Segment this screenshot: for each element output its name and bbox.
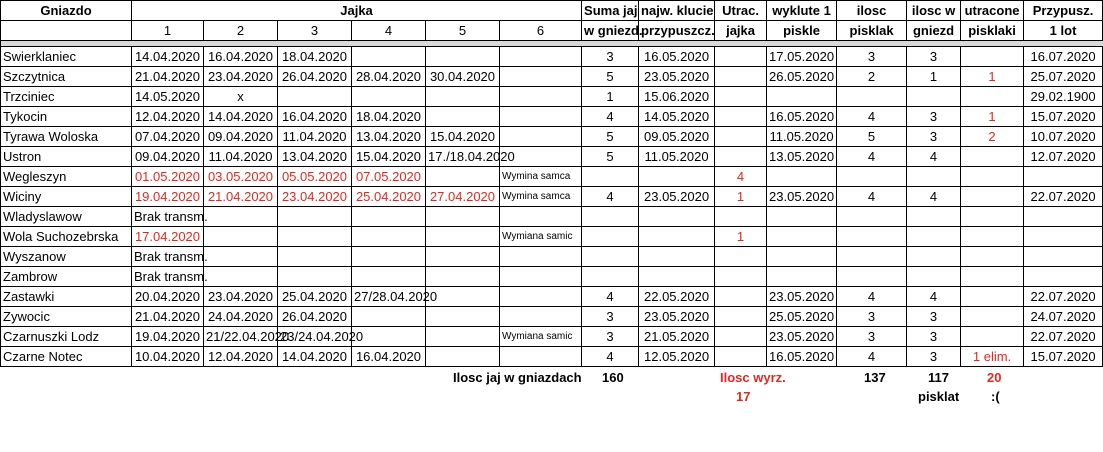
egg-date-4 [352, 247, 426, 267]
in-nest-count: 3 [907, 107, 961, 127]
hatch-date: 16.05.2020 [639, 47, 715, 67]
egg-date-4 [352, 267, 426, 287]
egg-date-6 [500, 267, 582, 287]
lost-eggs [715, 347, 767, 367]
egg-date-4: 16.04.2020 [352, 347, 426, 367]
egg-date-3: 18.04.2020 [278, 47, 352, 67]
table-row [1, 307, 1103, 327]
hatch-date: 23.05.2020 [639, 187, 715, 207]
egg-date-4 [352, 87, 426, 107]
egg-date-5 [426, 247, 500, 267]
egg-date-4: 13.04.2020 [352, 127, 426, 147]
egg-date-1: 20.04.2020 [132, 287, 204, 307]
egg-date-5 [426, 167, 500, 187]
first-chick-date: 23.05.2020 [767, 287, 837, 307]
egg-date-3: 05.05.2020 [278, 167, 352, 187]
egg-date-6 [500, 47, 582, 67]
header-first-sub: piskle [767, 21, 837, 41]
egg-sum: 5 [582, 67, 639, 87]
egg-date-1: 01.05.2020 [132, 167, 204, 187]
header-sum-sub: w gniezd. [582, 21, 639, 41]
table-row [1, 87, 1103, 107]
egg-sum [582, 247, 639, 267]
egg-date-2: 09.04.2020 [204, 127, 278, 147]
chick-count: 4 [837, 147, 907, 167]
in-nest-count: 3 [907, 347, 961, 367]
egg-sum: 3 [582, 307, 639, 327]
nest-name: Wola Suchozebrska [1, 227, 132, 247]
first-flight-date: 22.07.2020 [1024, 327, 1103, 347]
egg-sum: 5 [582, 147, 639, 167]
first-chick-date [767, 207, 837, 227]
in-nest-count [907, 267, 961, 287]
hatch-date: 12.05.2020 [639, 347, 715, 367]
chick-count: 3 [837, 307, 907, 327]
lost-chicks: 2 [961, 127, 1024, 147]
chick-count: 4 [837, 347, 907, 367]
first-flight-date: 29.02.1900 [1024, 87, 1103, 107]
egg-date-4: 25.04.2020 [352, 187, 426, 207]
lost-eggs [715, 67, 767, 87]
lost-eggs [715, 267, 767, 287]
egg-date-1: 14.04.2020 [132, 47, 204, 67]
hatch-date [639, 227, 715, 247]
egg-date-1: Brak transm. [132, 247, 204, 267]
chick-count: 4 [837, 107, 907, 127]
lost-chicks [961, 87, 1024, 107]
lost-eggs: 1 [715, 187, 767, 207]
header-hatch: najw. klucie [639, 1, 715, 21]
egg-date-5: 27.04.2020 [426, 187, 500, 207]
egg-sum: 4 [582, 107, 639, 127]
lost-chicks [961, 207, 1024, 227]
lost-eggs [715, 127, 767, 147]
egg-col-4: 4 [352, 21, 426, 41]
header-nest: Gniazdo [1, 1, 132, 21]
table-row [1, 267, 1103, 287]
in-nest-count [907, 87, 961, 107]
egg-date-2: 21/22.04.2020 [204, 327, 278, 347]
egg-date-1: Brak transm. [132, 267, 204, 287]
egg-date-1: 19.04.2020 [132, 327, 204, 347]
table-row [1, 207, 1103, 227]
egg-date-2 [204, 207, 278, 227]
egg-date-6 [500, 207, 582, 227]
first-chick-date: 26.05.2020 [767, 67, 837, 87]
egg-date-6: Wymiana samic [500, 327, 582, 347]
egg-date-5 [426, 87, 500, 107]
egg-date-1: 14.05.2020 [132, 87, 204, 107]
egg-date-5 [426, 107, 500, 127]
egg-date-6 [500, 107, 582, 127]
egg-sum: 3 [582, 327, 639, 347]
egg-date-3: 11.04.2020 [278, 127, 352, 147]
nest-name: Trzciniec [1, 87, 132, 107]
first-chick-date: 13.05.2020 [767, 147, 837, 167]
lost-chicks: 1 elim. [961, 347, 1024, 367]
chick-count [837, 247, 907, 267]
first-flight-date [1024, 207, 1103, 227]
first-chick-date: 16.05.2020 [767, 347, 837, 367]
lost-eggs [715, 107, 767, 127]
first-chick-date: 11.05.2020 [767, 127, 837, 147]
egg-date-2 [204, 227, 278, 247]
hatch-date: 22.05.2020 [639, 287, 715, 307]
in-nest-count: 3 [907, 327, 961, 347]
hatch-date [639, 207, 715, 227]
egg-date-3 [278, 227, 352, 247]
egg-date-3: 14.04.2020 [278, 347, 352, 367]
egg-date-6 [500, 287, 582, 307]
table-row [1, 147, 1103, 167]
egg-date-2: 14.04.2020 [204, 107, 278, 127]
egg-date-4: 07.05.2020 [352, 167, 426, 187]
egg-date-5: 17./18.04.2020 [426, 147, 500, 167]
egg-date-2: x [204, 87, 278, 107]
egg-date-2: 16.04.2020 [204, 47, 278, 67]
header-eggs: Jajka [132, 1, 582, 21]
nest-name: Zywocic [1, 307, 132, 327]
egg-date-4: 18.04.2020 [352, 107, 426, 127]
table-row [1, 347, 1103, 367]
table-row [1, 227, 1103, 247]
first-chick-date [767, 267, 837, 287]
chick-count: 2 [837, 67, 907, 87]
egg-date-2 [204, 267, 278, 287]
nest-name: Wegleszyn [1, 167, 132, 187]
lost-chicks [961, 167, 1024, 187]
table-row [1, 47, 1103, 67]
nest-name: Czarne Notec [1, 347, 132, 367]
egg-date-5 [426, 267, 500, 287]
header-chicks: ilosc [837, 1, 907, 21]
egg-date-2: 12.04.2020 [204, 347, 278, 367]
hatch-date: 11.05.2020 [639, 147, 715, 167]
in-nest-count: 3 [907, 127, 961, 147]
lost-chicks: 1 [961, 67, 1024, 87]
egg-date-4 [352, 47, 426, 67]
first-flight-date: 22.07.2020 [1024, 287, 1103, 307]
chicks-word: pisklat [918, 389, 960, 404]
chick-count: 4 [837, 187, 907, 207]
egg-date-6 [500, 67, 582, 87]
first-flight-date [1024, 167, 1103, 187]
egg-date-5: 30.04.2020 [426, 67, 500, 87]
lost-chicks [961, 147, 1024, 167]
egg-sum [582, 207, 639, 227]
egg-date-2: 24.04.2020 [204, 307, 278, 327]
eggs-total-value: 160 [602, 370, 624, 385]
egg-sum [582, 167, 639, 187]
header-hatch-sub: przypuszcz. [639, 21, 715, 41]
header-first: wyklute 1 [767, 1, 837, 21]
lost-eggs [715, 247, 767, 267]
nest-name: Szczytnica [1, 67, 132, 87]
lost-eggs [715, 47, 767, 67]
first-chick-date [767, 247, 837, 267]
table-row [1, 247, 1103, 267]
lost-chicks [961, 187, 1024, 207]
sad-face: :( [991, 389, 1000, 404]
egg-col-2: 2 [204, 21, 278, 41]
hatch-date: 15.06.2020 [639, 87, 715, 107]
header-chicks-sub: pisklak [837, 21, 907, 41]
first-chick-date: 17.05.2020 [767, 47, 837, 67]
header-innest-sub: gniezd [907, 21, 961, 41]
table-row [1, 287, 1103, 307]
first-chick-date: 16.05.2020 [767, 107, 837, 127]
table-row [1, 67, 1103, 87]
egg-date-2: 23.04.2020 [204, 287, 278, 307]
egg-date-6 [500, 247, 582, 267]
egg-date-1: 17.04.2020 [132, 227, 204, 247]
nest-name: Tykocin [1, 107, 132, 127]
nest-name: Zambrow [1, 267, 132, 287]
egg-sum [582, 227, 639, 247]
nest-name: Wladyslawow [1, 207, 132, 227]
egg-date-1: 12.04.2020 [132, 107, 204, 127]
lost-chicks [961, 267, 1024, 287]
table-body [1, 47, 1103, 367]
hatch-date [639, 267, 715, 287]
table-row [1, 327, 1103, 347]
egg-sum: 4 [582, 347, 639, 367]
egg-date-3: 23.04.2020 [278, 187, 352, 207]
first-flight-date: 24.07.2020 [1024, 307, 1103, 327]
first-flight-date [1024, 247, 1103, 267]
header-innest: ilosc w [907, 1, 961, 21]
egg-date-5 [426, 327, 500, 347]
header-flight: Przypusz. [1024, 1, 1103, 21]
chick-count: 3 [837, 47, 907, 67]
header-lost: Utrac. [715, 1, 767, 21]
in-nest-count: 4 [907, 147, 961, 167]
first-flight-date: 10.07.2020 [1024, 127, 1103, 147]
nest-name: Wyszanow [1, 247, 132, 267]
first-chick-date [767, 87, 837, 107]
chick-count: 4 [837, 287, 907, 307]
egg-date-1: 10.04.2020 [132, 347, 204, 367]
lost-chicks [961, 227, 1024, 247]
nest-name: Zastawki [1, 287, 132, 307]
egg-date-2: 21.04.2020 [204, 187, 278, 207]
nest-name: Czarnuszki Lodz [1, 327, 132, 347]
lost-eggs [715, 287, 767, 307]
lost-eggs [715, 147, 767, 167]
lost-eggs [715, 87, 767, 107]
header-lost-sub: jajka [715, 21, 767, 41]
in-nest-count: 4 [907, 187, 961, 207]
table-row [1, 187, 1103, 207]
egg-date-2: 11.04.2020 [204, 147, 278, 167]
lostchicks-total: 20 [987, 370, 1002, 385]
egg-sum: 3 [582, 47, 639, 67]
egg-date-5 [426, 227, 500, 247]
lost-eggs: 1 [715, 227, 767, 247]
nest-name: Tyrawa Woloska [1, 127, 132, 147]
egg-date-3 [278, 207, 352, 227]
chick-count: 5 [837, 127, 907, 147]
first-flight-date: 16.07.2020 [1024, 47, 1103, 67]
in-nest-count [907, 207, 961, 227]
chicks-total: 137 [864, 370, 886, 385]
egg-date-5: 15.04.2020 [426, 127, 500, 147]
header-lostchicks: utracone [961, 1, 1024, 21]
first-flight-date: 15.07.2020 [1024, 107, 1103, 127]
egg-sum: 5 [582, 127, 639, 147]
egg-date-4 [352, 227, 426, 247]
egg-date-5 [426, 307, 500, 327]
first-chick-date: 25.05.2020 [767, 307, 837, 327]
egg-date-4: 27/28.04.2020 [352, 287, 426, 307]
egg-date-3: 13.04.2020 [278, 147, 352, 167]
lost-chicks [961, 307, 1024, 327]
egg-date-2: 03.05.2020 [204, 167, 278, 187]
nest-name: Wiciny [1, 187, 132, 207]
egg-sum: 4 [582, 287, 639, 307]
first-flight-date: 25.07.2020 [1024, 67, 1103, 87]
first-chick-date: 23.05.2020 [767, 327, 837, 347]
egg-sum: 1 [582, 87, 639, 107]
egg-date-4: 15.04.2020 [352, 147, 426, 167]
chick-count: 3 [837, 327, 907, 347]
egg-date-6 [500, 127, 582, 147]
egg-sum: 4 [582, 187, 639, 207]
lost-chicks [961, 287, 1024, 307]
chick-count [837, 207, 907, 227]
egg-date-4 [352, 207, 426, 227]
header-flight-sub: 1 lot [1024, 21, 1103, 41]
first-chick-date: 23.05.2020 [767, 187, 837, 207]
egg-date-1: 21.04.2020 [132, 67, 204, 87]
hatch-date: 09.05.2020 [639, 127, 715, 147]
lost-eggs [715, 307, 767, 327]
egg-date-6 [500, 347, 582, 367]
nest-name: Ustron [1, 147, 132, 167]
egg-date-3 [278, 87, 352, 107]
header-sum: Suma jaj [582, 1, 639, 21]
egg-date-3 [278, 267, 352, 287]
egg-date-6: Wymina samca [500, 167, 582, 187]
in-nest-count [907, 247, 961, 267]
egg-col-5: 5 [426, 21, 500, 41]
egg-col-3: 3 [278, 21, 352, 41]
egg-date-3: 26.04.2020 [278, 307, 352, 327]
egg-date-1: 09.04.2020 [132, 147, 204, 167]
hatched-value: 17 [736, 389, 751, 404]
egg-date-2: 23.04.2020 [204, 67, 278, 87]
egg-date-2 [204, 247, 278, 267]
lost-chicks [961, 47, 1024, 67]
lost-chicks [961, 327, 1024, 347]
table-row [1, 107, 1103, 127]
egg-sum [582, 267, 639, 287]
in-nest-count: 3 [907, 47, 961, 67]
hatched-label: Ilosc wyrz. [720, 370, 786, 385]
egg-date-6 [500, 307, 582, 327]
in-nest-count [907, 167, 961, 187]
header-nest-sub [1, 21, 132, 41]
egg-date-6: Wymiana samic [500, 227, 582, 247]
egg-date-4 [352, 307, 426, 327]
first-chick-date [767, 227, 837, 247]
first-flight-date [1024, 227, 1103, 247]
in-nest-count [907, 227, 961, 247]
egg-date-3: 25.04.2020 [278, 287, 352, 307]
lost-eggs [715, 207, 767, 227]
in-nest-count: 4 [907, 287, 961, 307]
egg-date-6: Wymina samca [500, 187, 582, 207]
hatch-date: 23.05.2020 [639, 307, 715, 327]
chick-count [837, 167, 907, 187]
hatch-date [639, 247, 715, 267]
egg-col-6: 6 [500, 21, 582, 41]
egg-date-5 [426, 347, 500, 367]
first-flight-date [1024, 267, 1103, 287]
egg-date-1: 21.04.2020 [132, 307, 204, 327]
egg-date-1: 19.04.2020 [132, 187, 204, 207]
chick-count [837, 267, 907, 287]
egg-date-1: 07.04.2020 [132, 127, 204, 147]
egg-date-1: Brak transm. [132, 207, 204, 227]
egg-date-3 [278, 247, 352, 267]
egg-date-5 [426, 207, 500, 227]
nest-name: Swierklaniec [1, 47, 132, 67]
chick-count [837, 227, 907, 247]
egg-date-3: 26.04.2020 [278, 67, 352, 87]
egg-date-3: 16.04.2020 [278, 107, 352, 127]
innest-total: 117 [928, 370, 949, 385]
egg-date-5 [426, 47, 500, 67]
lost-chicks: 1 [961, 107, 1024, 127]
hatch-date [639, 167, 715, 187]
first-flight-date: 12.07.2020 [1024, 147, 1103, 167]
lost-eggs: 4 [715, 167, 767, 187]
chick-count [837, 87, 907, 107]
lost-eggs [715, 327, 767, 347]
first-flight-date: 15.07.2020 [1024, 347, 1103, 367]
hatch-date: 21.05.2020 [639, 327, 715, 347]
first-chick-date [767, 167, 837, 187]
egg-date-3: 23/24.04.2020 [278, 327, 352, 347]
hatch-date: 23.05.2020 [639, 67, 715, 87]
egg-col-1: 1 [132, 21, 204, 41]
lost-chicks [961, 247, 1024, 267]
hatch-date: 14.05.2020 [639, 107, 715, 127]
table-row [1, 167, 1103, 187]
in-nest-count: 3 [907, 307, 961, 327]
egg-date-4: 28.04.2020 [352, 67, 426, 87]
in-nest-count: 1 [907, 67, 961, 87]
first-flight-date: 22.07.2020 [1024, 187, 1103, 207]
eggs-total-label: Ilosc jaj w gniazdach [453, 370, 582, 385]
header-lostchicks-sub: pisklaki [961, 21, 1024, 41]
egg-date-6 [500, 87, 582, 107]
table-row [1, 127, 1103, 147]
